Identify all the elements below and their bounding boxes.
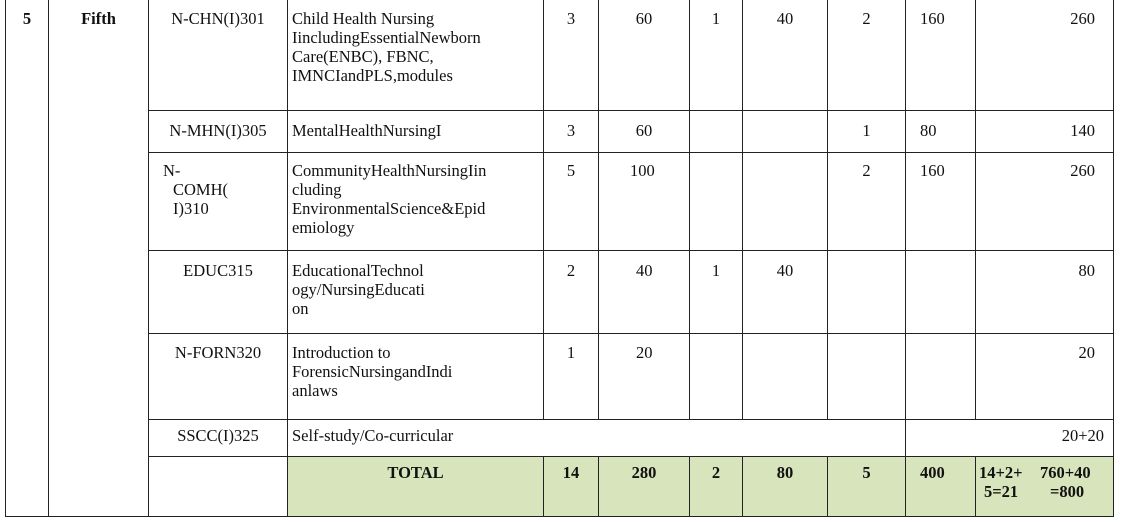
course-code: N-CHN(I)301 <box>171 9 265 28</box>
lab-credits: 1 <box>711 9 721 28</box>
lab-hours: 40 <box>776 261 794 280</box>
grid-line <box>689 0 690 419</box>
course-code: N-MHN(I)305 <box>169 121 267 140</box>
semester-label: Fifth <box>81 9 116 28</box>
clinical-hours: 80 <box>920 121 937 140</box>
total-lab-credits: 2 <box>711 463 721 482</box>
theory-hours: 60 <box>635 121 653 140</box>
clinical-hours: 160 <box>920 161 945 180</box>
grid-line <box>1113 0 1114 516</box>
total-lab-hours: 80 <box>776 463 794 482</box>
total-label: TOTAL <box>387 463 444 482</box>
course-title-line: cluding <box>292 180 342 199</box>
total-hours: 260 <box>1070 9 1095 28</box>
grid-line <box>5 516 1114 517</box>
total-hours: 260 <box>1070 161 1095 180</box>
course-title-line: Self-study/Co-curricular <box>292 426 454 445</box>
total-hours-sum-line: 760+40 <box>1040 463 1091 482</box>
grid-line <box>148 333 1114 334</box>
lab-credits: 1 <box>711 261 721 280</box>
course-title-line: Child Health Nursing <box>292 9 435 28</box>
row-number: 5 <box>22 9 32 28</box>
course-code-line: I)310 <box>173 199 209 218</box>
course-title-line: IincludingEssentialNewborn <box>292 28 481 47</box>
clinical-credits: 2 <box>862 9 871 28</box>
lab-hours: 40 <box>776 9 794 28</box>
grid-line <box>148 250 1114 251</box>
theory-hours: 20 <box>636 343 653 362</box>
grid-line <box>287 0 288 516</box>
theory-hours: 40 <box>636 261 653 280</box>
total-credits-sum-line: 14+2+ <box>979 463 1023 482</box>
grid-line <box>975 457 976 516</box>
total-clinical-hours: 400 <box>920 463 945 482</box>
course-title-line: ForensicNursingandIndi <box>292 362 453 381</box>
total-hours: 20+20 <box>1061 426 1104 445</box>
total-clinical-credits: 5 <box>862 463 871 482</box>
theory-hours: 100 <box>630 161 655 180</box>
grid-line <box>5 0 6 516</box>
total-hours: 80 <box>1078 261 1095 280</box>
theory-credits: 1 <box>566 343 576 362</box>
theory-credits: 3 <box>566 9 576 28</box>
total-hours: 140 <box>1070 121 1095 140</box>
course-title-line: on <box>292 299 309 318</box>
total-hours-sum-line: =800 <box>1050 482 1085 501</box>
course-title-line: ogy/NursingEducati <box>292 280 425 299</box>
course-title-line: MentalHealthNursingI <box>292 121 442 140</box>
grid-line <box>48 0 49 516</box>
total-theory-hours: 280 <box>631 463 657 482</box>
theory-hours: 60 <box>635 9 653 28</box>
grid-line <box>148 419 1114 420</box>
theory-credits: 2 <box>566 261 576 280</box>
total-hours: 20 <box>1078 343 1095 362</box>
total-credits-sum-line: 5=21 <box>984 482 1019 501</box>
course-code-line: COMH( <box>173 180 229 199</box>
grid-line <box>827 0 828 419</box>
theory-credits: 3 <box>566 121 576 140</box>
course-code: N-FORN320 <box>174 343 262 362</box>
grid-line <box>598 0 599 419</box>
course-code: SSCC(I)325 <box>177 426 259 445</box>
clinical-hours: 160 <box>920 9 945 28</box>
grid-line <box>148 110 1114 111</box>
course-code: EDUC315 <box>183 261 253 280</box>
clinical-credits: 2 <box>862 161 871 180</box>
course-title-line: CommunityHealthNursingIin <box>292 161 487 180</box>
course-code-line: N- <box>163 161 181 180</box>
course-title-line: EnvironmentalScience&Epid <box>292 199 486 218</box>
course-title-line: anlaws <box>292 381 338 400</box>
course-title-line: EducationalTechnol <box>292 261 424 280</box>
course-title-line: Care(ENBC), FBNC, <box>292 47 434 66</box>
grid-line <box>742 0 743 419</box>
grid-line <box>905 0 906 516</box>
grid-line <box>148 456 1114 457</box>
course-title-line: Introduction to <box>292 343 391 362</box>
course-title-line: IMNCIandPLS,modules <box>292 66 453 85</box>
grid-line <box>148 152 1114 153</box>
total-theory-credits: 14 <box>562 463 580 482</box>
clinical-credits: 1 <box>862 121 871 140</box>
course-title-line: emiology <box>292 218 355 237</box>
theory-credits: 5 <box>566 161 576 180</box>
